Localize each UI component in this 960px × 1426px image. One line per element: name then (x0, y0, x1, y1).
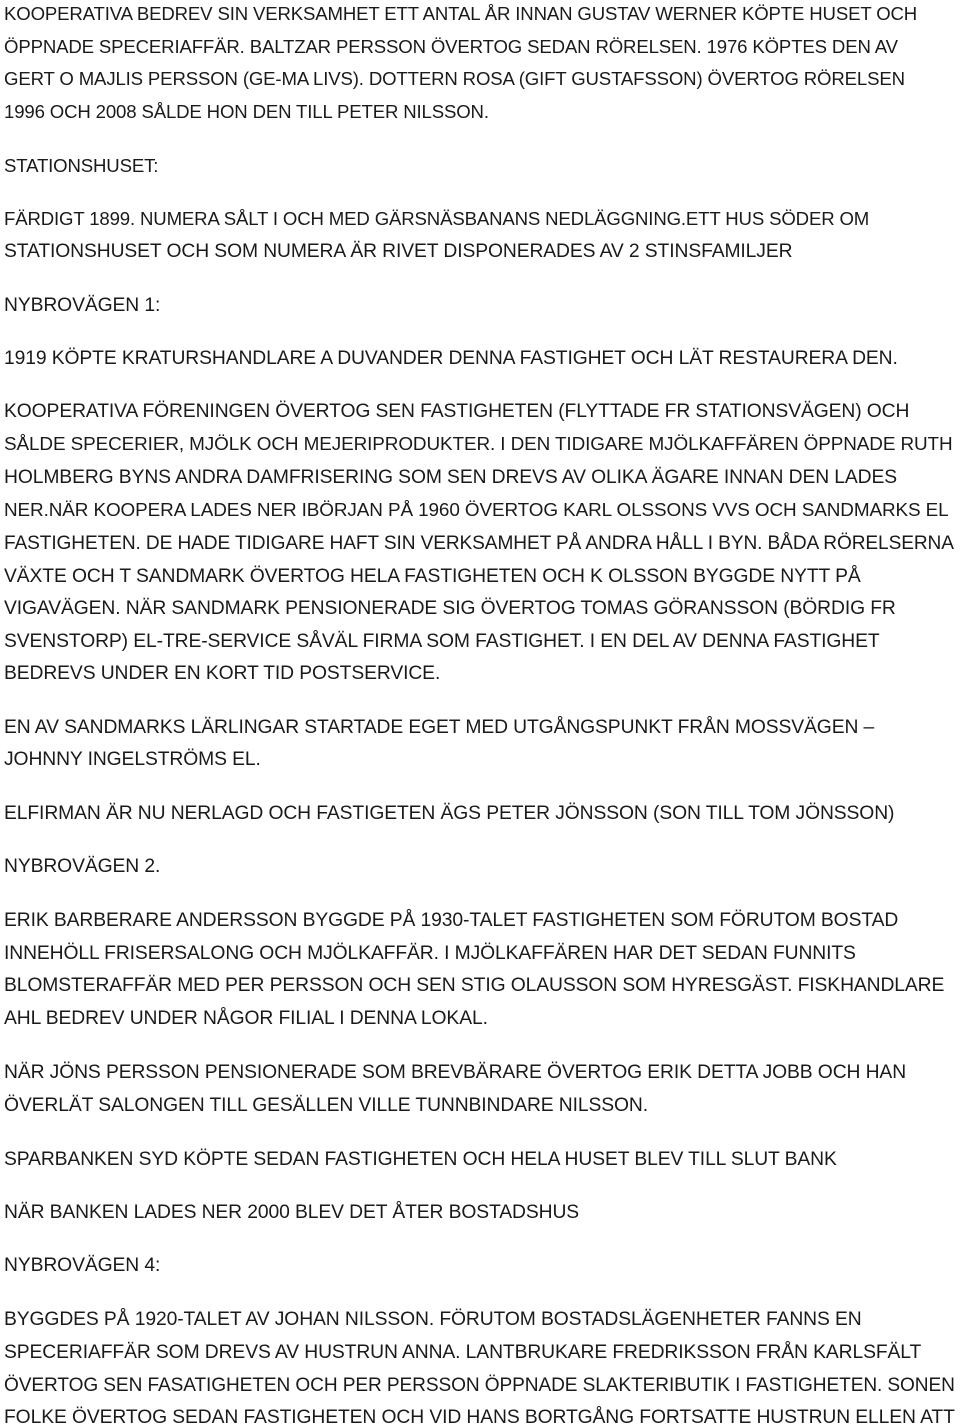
text-line: JOHNNY INGELSTRÖMS EL. (4, 749, 261, 770)
text-line: INNEHÖLL FRISERSALONG OCH MJÖLKAFFÄR. I MJÖLKAFFÄREN HAR DET SEDAN FUNNITS (4, 943, 856, 964)
text-line: SÅLDE SPECERIER, MJÖLK OCH MEJERIPRODUKTER. I DEN TIDIGARE MJÖLKAFFÄREN ÖPPNADE RUTH (4, 434, 953, 455)
text-line: KOOPERATIVA BEDREV SIN VERKSAMHET ETT ANTAL ÅR INNAN GUSTAV WERNER KÖPTE HUSET OCH (4, 3, 918, 24)
text-line: FÄRDIGT 1899. NUMERA SÅLT I OCH MED GÄRSNÄSBANANS NEDLÄGGNING.ETT HUS SÖDER OM (4, 208, 870, 229)
text-line: VÄXTE OCH T SANDMARK ÖVERTOG HELA FASTIGHETEN OCH K OLSSON BYGGDE NYTT PÅ (4, 566, 861, 587)
text-line: ÖVERTOG SEN FASATIGHETEN OCH PER PERSSON ÖPPNADE SLAKTERIBUTIK I FASTIGHETEN. SONEN (4, 1375, 955, 1396)
text-line: STATIONSHUSET OCH SOM NUMERA ÄR RIVET DISPONERADES AV 2 STINSFAMILJER (4, 241, 793, 262)
text-line: SPARBANKEN SYD KÖPTE SEDAN FASTIGHETEN OCH HELA HUSET BLEV TILL SLUT BANK (4, 1149, 837, 1170)
text-line: VIGAVÄGEN. NÄR SANDMARK PENSIONERADE SIG ÖVERTOG TOMAS GÖRANSSON (BÖRDIG FR (4, 598, 896, 619)
section-heading: NYBROVÄGEN 2. (4, 856, 161, 877)
text-line: BLOMSTERAFFÄR MED PER PERSSON OCH SEN STIG OLAUSSON SOM HYRESGÄST. FISKHANDLARE (4, 975, 945, 996)
section-heading: NYBROVÄGEN 1: (4, 295, 161, 316)
text-line: BYGGDES PÅ 1920-TALET AV JOHAN NILSSON. FÖRUTOM BOSTADSLÄGENHETER FANNS EN (4, 1309, 862, 1330)
text-line: ELFIRMAN ÄR NU NERLAGD OCH FASTIGETEN ÄGS PETER JÖNSSON (SON TILL TOM JÖNSSON) (4, 803, 895, 824)
text-line: NÄR JÖNS PERSSON PENSIONERADE SOM BREVBÄRARE ÖVERTOG ERIK DETTA JOBB OCH HAN (4, 1062, 907, 1083)
text-line: BEDREVS UNDER EN KORT TID POSTSERVICE. (4, 663, 441, 684)
text-line: SVENSTORP) EL-TRE-SERVICE SÅVÄL FIRMA SOM FASTIGHET. I EN DEL AV DENNA FASTIGHET (4, 631, 880, 652)
section-heading: NYBROVÄGEN 4: (4, 1255, 161, 1276)
text-line: ERIK BARBERARE ANDERSSON BYGGDE PÅ 1930-TALET FASTIGHETEN SOM FÖRUTOM BOSTAD (4, 910, 899, 931)
text-line: HOLMBERG BYNS ANDRA DAMFRISERING SOM SEN DREVS AV OLIKA ÄGARE INNAN DEN LADES (4, 467, 898, 488)
text-line: GERT O MAJLIS PERSSON (GE-MA LIVS). DOTTERN ROSA (GIFT GUSTAFSSON) ÖVERTOG RÖRELSEN (4, 68, 905, 89)
text-line: NÄR BANKEN LADES NER 2000 BLEV DET ÅTER BOSTADSHUS (4, 1202, 580, 1223)
text-line: NER.NÄR KOOPERA LADES NER IBÖRJAN PÅ 1960 ÖVERTOG KARL OLSSONS VVS OCH SANDMARKS EL (4, 500, 949, 521)
text-line: FASTIGHETEN. DE HADE TIDIGARE HAFT SIN VERKSAMHET PÅ ANDRA HÅLL I BYN. BÅDA RÖRELSERNA (4, 533, 954, 554)
text-line: FOLKE ÖVERTOG SEDAN FASTIGHETEN OCH VID HANS BORTGÅNG FORTSATTE HUSTRUN ELLEN ATT (4, 1407, 955, 1426)
text-line: 1996 OCH 2008 SÅLDE HON DEN TILL PETER NILSSON. (4, 101, 489, 122)
text-line: ÖVERLÄT SALONGEN TILL GESÄLLEN VILLE TUNNBINDARE NILSSON. (4, 1095, 649, 1116)
text-line: 1919 KÖPTE KRATURSHANDLARE A DUVANDER DENNA FASTIGHET OCH LÄT RESTAURERA DEN. (4, 348, 898, 369)
section-heading: STATIONSHUSET: (4, 155, 159, 176)
text-line: KOOPERATIVA FÖRENINGEN ÖVERTOG SEN FASTIGHETEN (FLYTTADE FR STATIONSVÄGEN) OCH (4, 401, 910, 422)
text-line: ÖPPNADE SPECERIAFFÄR. BALTZAR PERSSON ÖVERTOG SEDAN RÖRELSEN. 1976 KÖPTES DEN AV (4, 36, 898, 57)
text-line: EN AV SANDMARKS LÄRLINGAR STARTADE EGET MED UTGÅNGSPUNKT FRÅN MOSSVÄGEN – (4, 717, 875, 738)
text-line: AHL BEDREV UNDER NÅGOR FILIAL I DENNA LOKAL. (4, 1008, 488, 1029)
text-line: SPECERIAFFÄR SOM DREVS AV HUSTRUN ANNA. LANTBRUKARE FREDRIKSSON FRÅN KARLSFÄLT (4, 1342, 922, 1363)
